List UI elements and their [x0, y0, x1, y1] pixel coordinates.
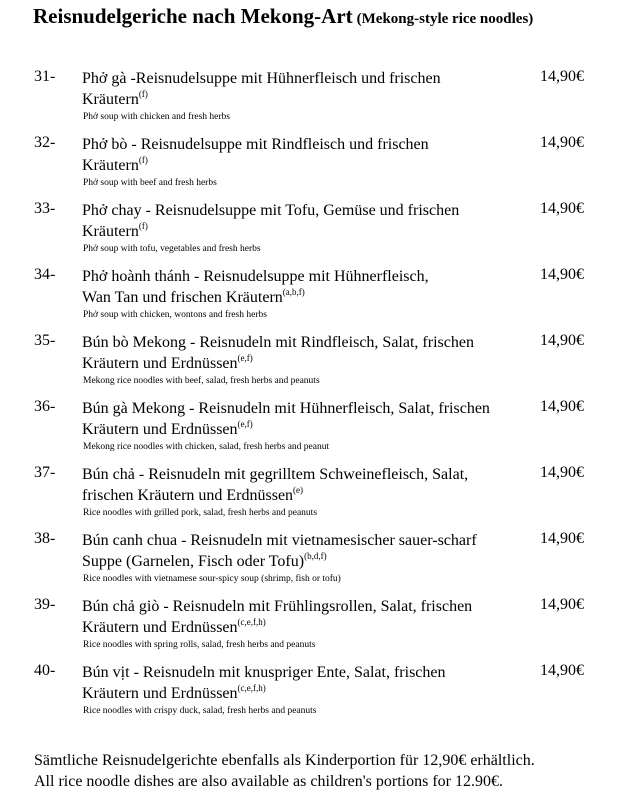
children-portion-note — [34, 750, 535, 792]
item-number: 38- — [34, 530, 56, 547]
menu-item — [34, 464, 594, 530]
item-name-line1: Bún canh chua - Reisnudeln mit vietnamesischer sauer-scharf — [82, 532, 477, 549]
item-description — [82, 266, 522, 308]
item-number: 35- — [34, 332, 56, 349]
item-price: 14,90€ — [540, 134, 584, 151]
item-name-line2: Kräutern und Erdnüssen — [82, 355, 238, 372]
item-name-line1: Phở hoành thánh - Reisnudelsuppe mit Hühnerfleisch, — [82, 268, 429, 285]
item-description — [82, 134, 522, 176]
item-price: 14,90€ — [540, 530, 584, 547]
item-price: 14,90€ — [540, 464, 584, 481]
item-number: 39- — [34, 596, 56, 613]
item-number: 34- — [34, 266, 56, 283]
allergen-codes: (c,e,f,h) — [237, 683, 266, 693]
item-name-line2: Kräutern — [82, 223, 139, 240]
note-german: Sämtliche Reisnudelgerichte ebenfalls als Kinderportion für 12,90€ erhältlich. — [34, 752, 535, 769]
item-name-line2: frischen Kräutern und Erdnüssen — [82, 487, 294, 504]
item-name-line2: Kräutern — [82, 157, 139, 174]
item-number: 31- — [34, 68, 56, 85]
item-name-line1: Bún bò Mekong - Reisnudeln mit Rindfleisch, Salat, frischen — [82, 334, 474, 351]
menu-item — [34, 662, 594, 728]
item-price: 14,90€ — [540, 200, 584, 217]
item-name-line1: Bún chả giò - Reisnudeln mit Frühlingsrollen, Salat, frischen — [82, 598, 473, 615]
menu-item — [34, 68, 594, 134]
item-english-translation: Rice noodles with vietnamese sour-spicy soup (shrimp, fish or tofu) — [83, 574, 341, 584]
item-description — [82, 662, 522, 704]
item-english-translation: Mekong rice noodles with chicken, salad, fresh herbs and peanut — [83, 442, 330, 452]
item-number: 33- — [34, 200, 56, 217]
item-number: 37- — [34, 464, 56, 481]
item-price: 14,90€ — [540, 398, 584, 415]
item-description — [82, 398, 522, 440]
allergen-codes: (e,f) — [237, 419, 253, 429]
item-price: 14,90€ — [540, 266, 584, 283]
item-name-line2: Kräutern — [82, 91, 139, 108]
item-name-line1: Bún chả - Reisnudeln mit gegrilltem Schweinefleisch, Salat, — [82, 466, 469, 483]
item-description — [82, 596, 522, 638]
menu-title-subtitle: (Mekong-style rice noodles) — [356, 11, 534, 27]
item-price: 14,90€ — [540, 68, 584, 85]
allergen-codes: (c,e,f,h) — [237, 617, 266, 627]
allergen-codes: (b,d,f) — [304, 551, 327, 561]
item-number: 40- — [34, 662, 56, 679]
item-name-line2: Suppe (Garnelen, Fisch oder Tofu) — [82, 553, 305, 570]
menu-item — [34, 530, 594, 596]
allergen-codes: (e,f) — [237, 353, 253, 363]
item-name-line2: Kräutern und Erdnüssen — [82, 685, 238, 702]
menu-item — [34, 596, 594, 662]
item-description — [82, 68, 522, 110]
item-description — [82, 332, 522, 374]
note-english: All rice noodle dishes are also available as children's portions for 12.90€. — [34, 773, 503, 790]
allergen-codes: (a,b,f) — [282, 287, 305, 297]
item-english-translation: Phở soup with tofu, vegetables and fresh herbs — [83, 244, 261, 254]
item-number: 36- — [34, 398, 56, 415]
menu-item — [34, 266, 594, 332]
allergen-codes: (f) — [138, 155, 148, 165]
menu-item — [34, 332, 594, 398]
item-english-translation: Rice noodles with spring rolls, salad, fresh herbs and peanuts — [83, 640, 316, 650]
menu-item — [34, 134, 594, 200]
menu-item — [34, 200, 594, 266]
item-price: 14,90€ — [540, 596, 584, 613]
item-english-translation: Phở soup with chicken, wontons and fresh herbs — [83, 310, 267, 320]
item-name-line2: Kräutern und Erdnüssen — [82, 619, 238, 636]
item-name-line1: Bún vịt - Reisnudeln mit knuspriger Ente, Salat, frischen — [82, 664, 446, 681]
item-description — [82, 530, 522, 572]
item-name-line1: Phở bò - Reisnudelsuppe mit Rindfleisch und frischen — [82, 136, 429, 153]
item-name-line2: Kräutern und Erdnüssen — [82, 421, 238, 438]
item-name-line1: Phở chay - Reisnudelsuppe mit Tofu, Gemüse und frischen — [82, 202, 460, 219]
item-english-translation: Mekong rice noodles with beef, salad, fresh herbs and peanuts — [83, 376, 320, 386]
item-description — [82, 464, 522, 506]
allergen-codes: (f) — [138, 221, 148, 231]
item-price: 14,90€ — [540, 332, 584, 349]
item-description — [82, 200, 522, 242]
menu-title-main: Reisnudelgeriche nach Mekong-Art — [33, 4, 353, 28]
item-english-translation: Phở soup with chicken and fresh herbs — [83, 112, 230, 122]
item-name-line1: Bún gà Mekong - Reisnudeln mit Hühnerfleisch, Salat, frischen — [82, 400, 490, 417]
item-english-translation: Rice noodles with crispy duck, salad, fresh herbs and peanuts — [83, 706, 317, 716]
item-name-line2: Wan Tan und frischen Kräutern — [82, 289, 283, 306]
allergen-codes: (e) — [293, 485, 304, 495]
item-price: 14,90€ — [540, 662, 584, 679]
item-name-line1: Phở gà -Reisnudelsuppe mit Hühnerfleisch und frischen — [82, 70, 441, 87]
menu-title — [33, 4, 533, 29]
menu-item — [34, 398, 594, 464]
item-english-translation: Rice noodles with grilled pork, salad, fresh herbs and peanuts — [83, 508, 318, 518]
item-english-translation: Phở soup with beef and fresh herbs — [83, 178, 217, 188]
allergen-codes: (f) — [138, 89, 148, 99]
item-number: 32- — [34, 134, 56, 151]
